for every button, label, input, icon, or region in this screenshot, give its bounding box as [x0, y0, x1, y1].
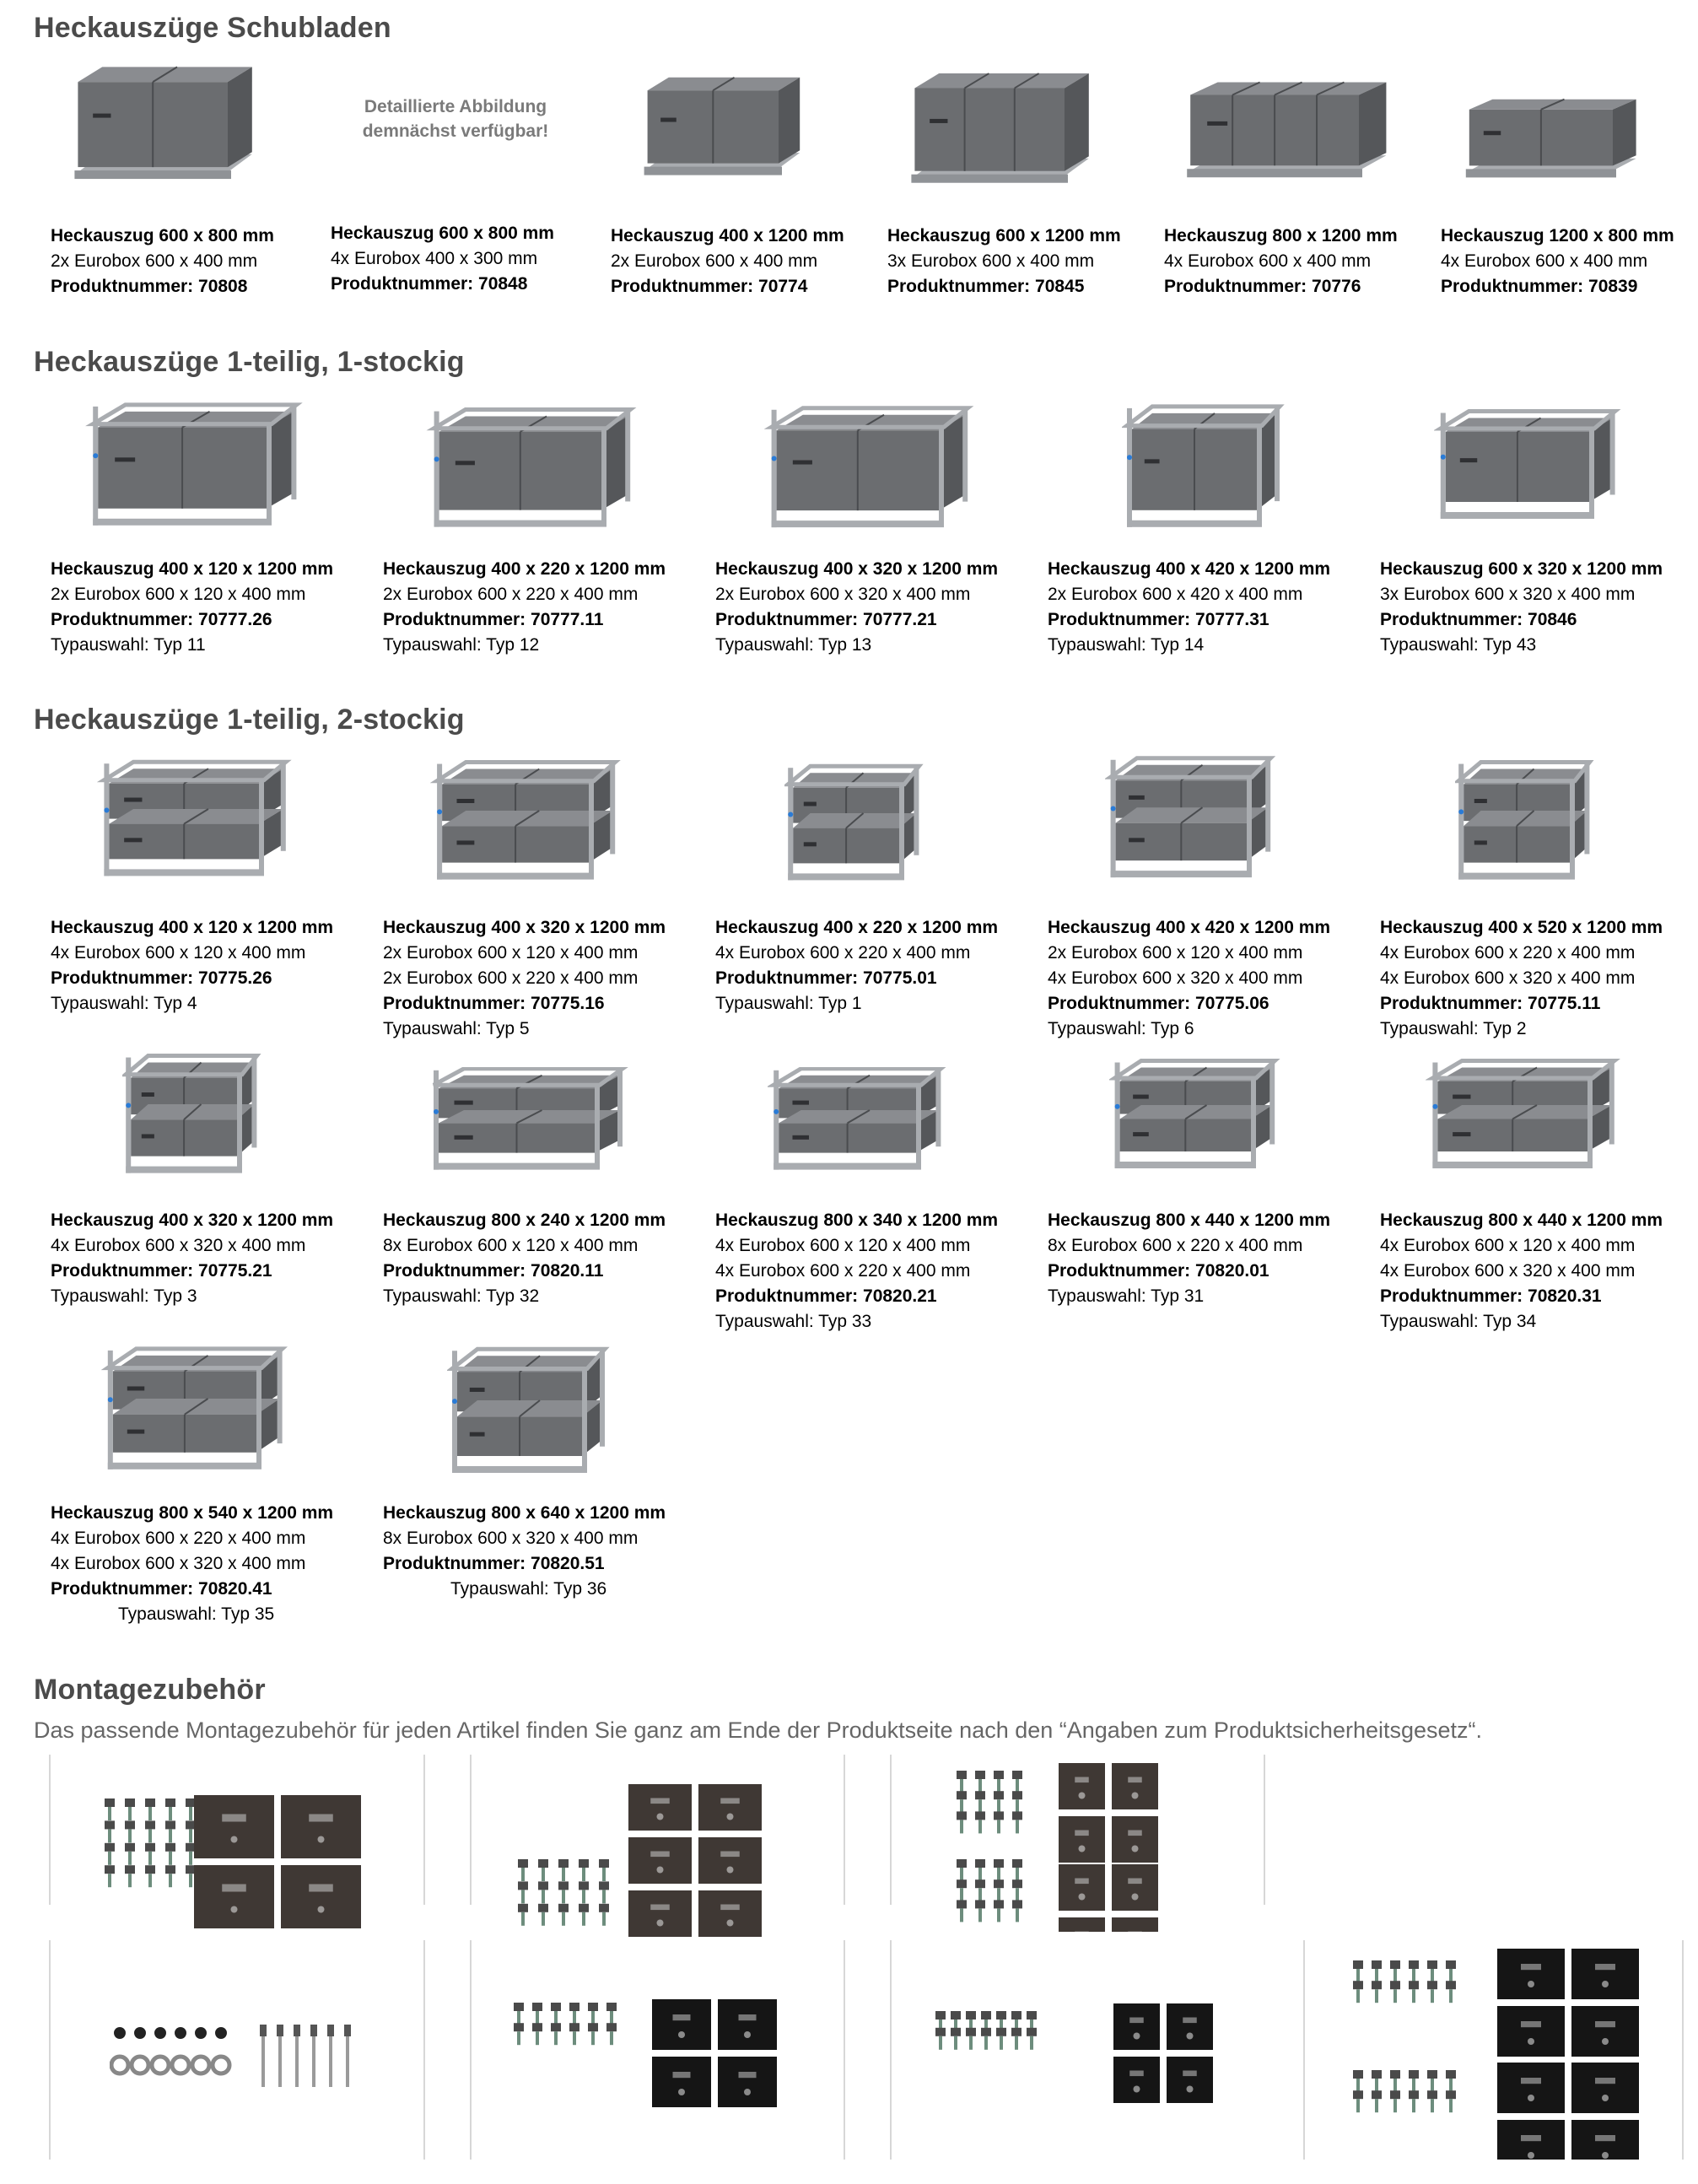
section-title-montagezubehoer: Montagezubehör: [34, 1674, 266, 1706]
accessory-image: [101, 1787, 371, 1943]
product-name: Heckauszug 600 x 320 x 1200 mm: [1380, 559, 1663, 579]
product-image: [1109, 1059, 1286, 1189]
accessory-image: [932, 2003, 1219, 2130]
product-content-line: 4x Eurobox 600 x 400 mm: [1441, 251, 1648, 271]
section-title-1-stockig: Heckauszüge 1-teilig, 1-stockig: [34, 346, 465, 378]
divider-line: [844, 1940, 845, 2160]
product-content-line: 4x Eurobox 600 x 120 x 400 mm: [715, 1236, 971, 1255]
divider-line: [890, 1755, 892, 1905]
product-number: Produktnummer: 70775.06: [1048, 994, 1269, 1013]
accessory-image: [953, 1763, 1172, 1936]
product-content-line: 2x Eurobox 600 x 420 x 400 mm: [1048, 585, 1303, 604]
product-content-line: 8x Eurobox 600 x 220 x 400 mm: [1048, 1236, 1303, 1255]
product-name: Heckauszug 400 x 320 x 1200 mm: [715, 559, 999, 579]
product-content-line: 2x Eurobox 600 x 120 x 400 mm: [1048, 943, 1303, 963]
product-content-line: 4x Eurobox 600 x 220 x 400 mm: [715, 1261, 971, 1281]
product-content-line: 2x Eurobox 600 x 320 x 400 mm: [715, 585, 971, 604]
product-image: [426, 407, 645, 550]
product-number: Produktnummer: 70820.01: [1048, 1261, 1269, 1281]
product-content-line: 4x Eurobox 600 x 320 x 400 mm: [51, 1554, 306, 1573]
divider-line: [844, 1755, 845, 1905]
product-content-line: 4x Eurobox 600 x 320 x 400 mm: [1048, 968, 1303, 988]
product-name: Heckauszug 400 x 420 x 1200 mm: [1048, 918, 1331, 937]
product-number: Produktnummer: 70774: [611, 277, 808, 296]
divider-line: [470, 1940, 472, 2160]
product-image: [784, 763, 928, 903]
product-type-selection: Typauswahl: Typ 43: [1380, 635, 1537, 655]
product-name: Heckauszug 400 x 520 x 1200 mm: [1380, 918, 1663, 937]
product-image: [763, 405, 983, 551]
product-name: Heckauszug 400 x 220 x 1200 mm: [383, 559, 666, 579]
product-content-line: 4x Eurobox 600 x 320 x 400 mm: [51, 1236, 306, 1255]
product-type-selection: Typauswahl: Typ 5: [383, 1019, 530, 1038]
product-name: Heckauszug 400 x 1200 mm: [611, 226, 844, 245]
product-type-selection: Typauswahl: Typ 6: [1048, 1019, 1194, 1038]
product-number: Produktnummer: 70776: [1164, 277, 1361, 296]
product-number: Produktnummer: 70845: [887, 277, 1085, 296]
product-content-line: 4x Eurobox 600 x 220 x 400 mm: [51, 1529, 306, 1548]
product-number: Produktnummer: 70820.11: [383, 1261, 604, 1281]
product-name: Heckauszug 800 x 440 x 1200 mm: [1380, 1211, 1663, 1230]
product-type-selection: Typauswahl: Typ 4: [51, 994, 197, 1013]
product-image: [1455, 759, 1598, 903]
product-number: Produktnummer: 70777.26: [51, 610, 272, 629]
product-number: Produktnummer: 70777.11: [383, 610, 604, 629]
product-name: Heckauszug 400 x 220 x 1200 mm: [715, 918, 999, 937]
product-image: [1434, 409, 1628, 540]
accessory-image: [1350, 1949, 1662, 2164]
product-name: Heckauszug 400 x 120 x 1200 mm: [51, 559, 334, 579]
product-name: Heckauszug 400 x 120 x 1200 mm: [51, 918, 334, 937]
product-type-selection: Typauswahl: Typ 14: [1048, 635, 1205, 655]
placeholder-line: Detaillierte Abbildung: [364, 97, 547, 116]
product-type-selection: Typauswahl: Typ 34: [1380, 1312, 1537, 1331]
product-name: Heckauszug 800 x 240 x 1200 mm: [383, 1211, 666, 1230]
product-content-line: 4x Eurobox 600 x 120 x 400 mm: [51, 943, 306, 963]
product-type-selection: Typauswahl: Typ 35: [118, 1604, 275, 1624]
montage-intro-text: Das passende Montagezubehör für jeden Artikel finden Sie ganz am Ende der Produktseite nach den “Angaben zum Produktsicherheitsgesetz“.: [34, 1718, 1483, 1743]
product-content-line: 2x Eurobox 600 x 400 mm: [611, 251, 818, 271]
product-type-selection: Typauswahl: Typ 2: [1380, 1019, 1527, 1038]
product-image: [101, 1345, 295, 1493]
product-number: Produktnummer: 70775.01: [715, 968, 937, 988]
product-content-line: 4x Eurobox 600 x 220 x 400 mm: [715, 943, 971, 963]
product-type-selection: Typauswahl: Typ 31: [1048, 1286, 1205, 1306]
section-title-schubladen: Heckauszüge Schubladen: [34, 12, 391, 44]
product-type-selection: Typauswahl: Typ 33: [715, 1312, 872, 1331]
accessory-image: [510, 1999, 797, 2130]
product-image: [447, 1345, 616, 1497]
product-image: [97, 759, 299, 898]
product-number: Produktnummer: 70775.26: [51, 968, 272, 988]
product-image: [1426, 1059, 1628, 1189]
product-name: Heckauszug 800 x 540 x 1200 mm: [51, 1503, 334, 1523]
product-image: [122, 1053, 266, 1196]
section-title-2-stockig: Heckauszüge 1-teilig, 2-stockig: [34, 704, 465, 736]
divider-line: [423, 1755, 425, 1905]
product-image: [426, 1067, 637, 1189]
product-image: [903, 64, 1105, 202]
product-number: Produktnummer: 70775.16: [383, 994, 605, 1013]
product-name: Heckauszug 400 x 320 x 1200 mm: [383, 918, 666, 937]
product-image: [1458, 93, 1652, 190]
product-name: Heckauszug 800 x 340 x 1200 mm: [715, 1211, 999, 1230]
product-content-line: 2x Eurobox 600 x 400 mm: [51, 251, 258, 271]
product-number: Produktnummer: 70839: [1441, 277, 1638, 296]
product-content-line: 4x Eurobox 600 x 320 x 400 mm: [1380, 968, 1636, 988]
product-image: [637, 69, 814, 191]
product-name: Heckauszug 800 x 640 x 1200 mm: [383, 1503, 666, 1523]
product-content-line: 4x Eurobox 600 x 320 x 400 mm: [1380, 1261, 1636, 1281]
product-type-selection: Typauswahl: Typ 36: [450, 1579, 607, 1599]
product-image: [430, 759, 628, 903]
product-type-selection: Typauswahl: Typ 12: [383, 635, 540, 655]
accessory-image: [515, 1780, 776, 1953]
product-number: Produktnummer: 70777.21: [715, 610, 937, 629]
divider-line: [1682, 1940, 1684, 2160]
product-content-line: 4x Eurobox 400 x 300 mm: [331, 249, 538, 268]
product-type-selection: Typauswahl: Typ 13: [715, 635, 872, 655]
accessory-image: [110, 2016, 363, 2113]
divider-line: [423, 1940, 425, 2160]
product-number: Produktnummer: 70820.21: [715, 1286, 937, 1306]
product-image: [66, 57, 268, 198]
product-name: Heckauszug 600 x 1200 mm: [887, 226, 1121, 245]
divider-line: [49, 1940, 51, 2160]
product-type-selection: Typauswahl: Typ 1: [715, 994, 862, 1013]
product-content-line: 2x Eurobox 600 x 120 x 400 mm: [51, 585, 306, 604]
product-image: [84, 402, 312, 549]
product-number: Produktnummer: 70808: [51, 277, 248, 296]
product-content-line: 4x Eurobox 600 x 220 x 400 mm: [1380, 943, 1636, 963]
product-type-selection: Typauswahl: Typ 3: [51, 1286, 197, 1306]
product-type-selection: Typauswahl: Typ 32: [383, 1286, 540, 1306]
product-content-line: 3x Eurobox 600 x 400 mm: [887, 251, 1095, 271]
product-content-line: 2x Eurobox 600 x 220 x 400 mm: [383, 968, 639, 988]
divider-line: [1303, 1940, 1305, 2160]
product-name: Heckauszug 600 x 800 mm: [51, 226, 274, 245]
product-number: Produktnummer: 70775.21: [51, 1261, 272, 1281]
product-type-selection: Typauswahl: Typ 11: [51, 635, 206, 655]
product-content-line: 8x Eurobox 600 x 320 x 400 mm: [383, 1529, 639, 1548]
product-content-line: 4x Eurobox 600 x 120 x 400 mm: [1380, 1236, 1636, 1255]
product-number: Produktnummer: 70820.31: [1380, 1286, 1602, 1306]
product-name: Heckauszug 1200 x 800 mm: [1441, 226, 1674, 245]
product-number: Produktnummer: 70777.31: [1048, 610, 1269, 629]
product-image: [1177, 74, 1404, 193]
product-content-line: 4x Eurobox 600 x 400 mm: [1164, 251, 1372, 271]
product-number: Produktnummer: 70820.41: [51, 1579, 272, 1599]
product-content-line: 2x Eurobox 600 x 220 x 400 mm: [383, 585, 639, 604]
product-image: [1122, 403, 1291, 551]
product-number: Produktnummer: 70846: [1380, 610, 1577, 629]
image-placeholder-note: [337, 94, 574, 143]
product-name: Heckauszug 800 x 1200 mm: [1164, 226, 1398, 245]
divider-line: [49, 1755, 51, 1905]
placeholder-line: demnächst verfügbar!: [362, 121, 549, 141]
product-content-line: 3x Eurobox 600 x 320 x 400 mm: [1380, 585, 1636, 604]
product-content-line: 8x Eurobox 600 x 120 x 400 mm: [383, 1236, 639, 1255]
product-number: Produktnummer: 70848: [331, 274, 528, 294]
product-name: Heckauszug 600 x 800 mm: [331, 224, 554, 243]
divider-line: [470, 1755, 472, 1905]
divider-line: [890, 1940, 892, 2160]
divider-line: [1264, 1755, 1265, 1905]
product-name: Heckauszug 800 x 440 x 1200 mm: [1048, 1211, 1331, 1230]
product-number: Produktnummer: 70820.51: [383, 1554, 605, 1573]
product-image: [768, 1067, 953, 1189]
product-number: Produktnummer: 70775.11: [1380, 994, 1601, 1013]
product-image: [1105, 755, 1282, 901]
product-name: Heckauszug 400 x 320 x 1200 mm: [51, 1211, 334, 1230]
product-name: Heckauszug 400 x 420 x 1200 mm: [1048, 559, 1331, 579]
product-content-line: 2x Eurobox 600 x 120 x 400 mm: [383, 943, 639, 963]
